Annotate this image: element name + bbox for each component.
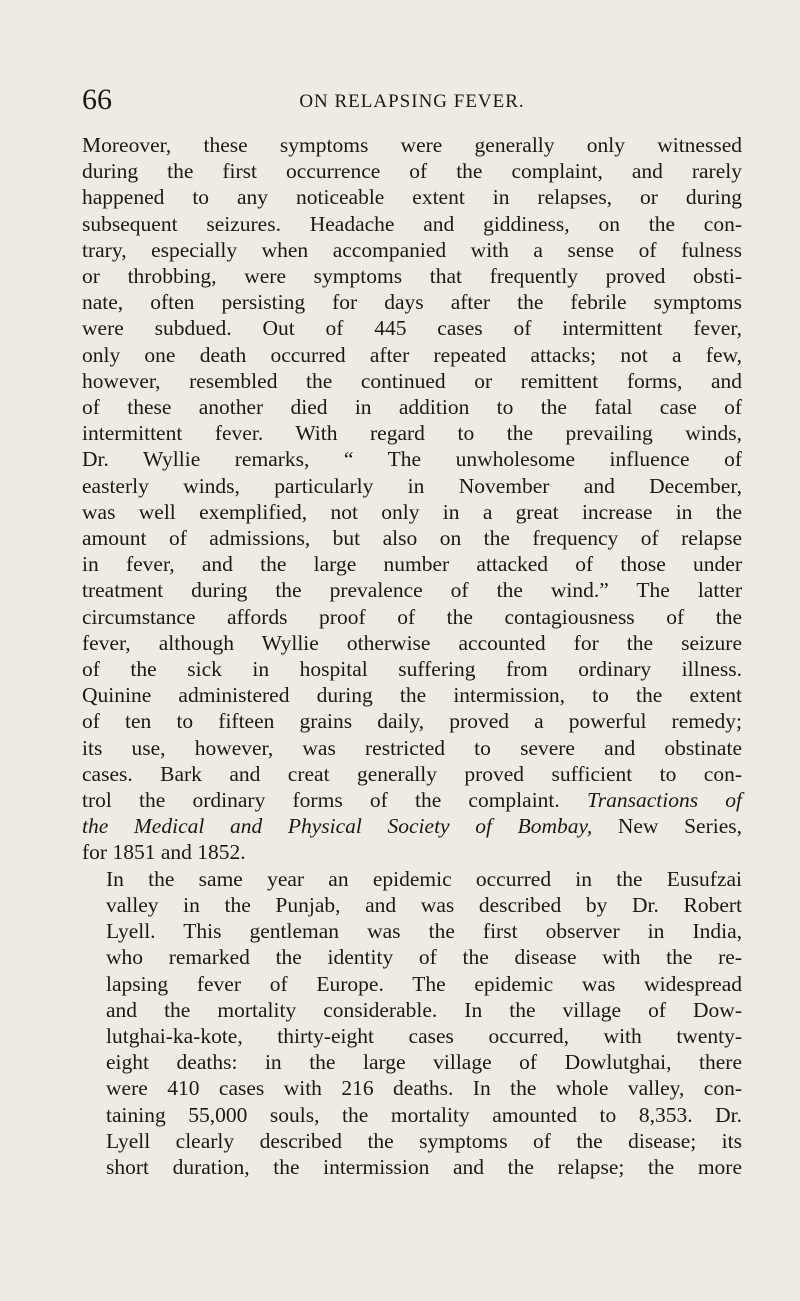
text-line: only one death occurred after repeated attacks; not a few, [82,342,742,367]
text-line: easterly winds, particularly in November and December, [82,473,742,498]
text-line: taining 55,000 souls, the mortality amounted to 8,353. Dr. [106,1102,742,1127]
page-number: 66 [82,83,112,116]
text-line [82,787,742,813]
text-line: during the first occurrence of the complaint, and rarely [82,159,742,184]
text-line: Lyell clearly described the symptoms of the disease; its [106,1128,742,1153]
text-line: subsequent seizures. Headache and giddiness, on the con- [82,211,742,236]
text-line: of ten to fifteen grains daily, proved a powerful remedy; [82,709,742,734]
text-line: lutghai-ka-kote, thirty-eight cases occurred, with twenty- [106,1023,742,1048]
text-line: was well exemplified, not only in a great increase in the [82,499,742,524]
text-line: Lyell. This gentleman was the first observer in India, [106,919,742,944]
text-segment: New Series, [592,814,742,839]
text-line: trary, especially when accompanied with a sense of fulness [82,237,742,262]
text-line: however, resembled the continued or remittent forms, and [82,368,742,393]
text-line [82,813,742,839]
text-line: short duration, the intermission and the relapse; the more [106,1154,742,1179]
journal-title-italic: the Medical and Physical Society of Bombay, [82,814,593,839]
text-line: for 1851 and 1852. [82,840,246,865]
text-line: nate, often persisting for days after the febrile symptoms [82,290,742,315]
text-line: valley in the Punjab, and was described by Dr. Robert [106,892,742,917]
text-line: and the mortality considerable. In the village of Dow- [106,997,742,1022]
text-line: of these another died in addition to the fatal case of [82,395,742,420]
text-line: its use, however, was restricted to severe and obstinate [82,735,742,760]
text-line: Quinine administered during the intermission, to the extent [82,683,742,708]
text-line: fever, although Wyllie otherwise accounted for the seizure [82,630,742,655]
text-line: Moreover, these symptoms were generally only witnessed [82,133,742,157]
text-line: amount of admissions, but also on the frequency of relapse [82,526,742,551]
text-line: treatment during the prevalence of the wind.” The latter [82,578,742,603]
text-line: lapsing fever of Europe. The epidemic was widespread [106,971,742,996]
text-line: who remarked the identity of the disease with the re- [106,945,742,970]
paragraph-1 [82,132,742,866]
text-line: circumstance affords proof of the contagiousness of the [82,604,742,629]
page-header [82,82,742,132]
text-line: cases. Bark and creat generally proved sufficient to con- [82,761,742,786]
text-line: were subdued. Out of 445 cases of intermittent fever, [82,316,742,341]
text-line: or throbbing, were symptoms that frequently proved obsti- [82,264,742,289]
text-line: of the sick in hospital suffering from ordinary illness. [82,657,742,682]
text-line: eight deaths: in the large village of Dowlutghai, there [106,1050,742,1075]
text-line: intermittent fever. With regard to the prevailing winds, [82,421,742,446]
text-line: were 410 cases with 216 deaths. In the whole valley, con- [106,1076,742,1101]
text-line: In the same year an epidemic occurred in the Eusufzai [106,866,742,891]
journal-title-italic: Transactions of [586,788,742,813]
text-line: Dr. Wyllie remarks, “ The unwholesome influence of [82,447,742,472]
text-line: in fever, and the large number attacked of those under [82,552,742,577]
text-segment: trol the ordinary forms of the complaint. [82,788,587,813]
text-line: happened to any noticeable extent in relapses, or during [82,185,742,210]
book-page [82,82,742,1180]
running-title: ON RELAPSING FEVER. [299,91,525,112]
body-text [82,132,742,1180]
paragraph-2 [82,866,742,1180]
